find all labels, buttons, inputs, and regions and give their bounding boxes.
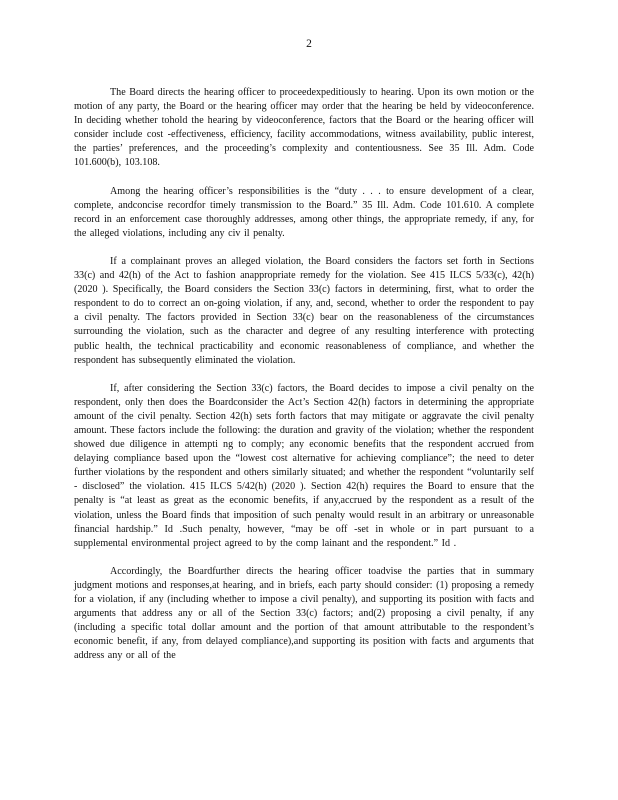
paragraph-hearing-officer-advice: Accordingly, the Boardfurther directs the hearing officer toadvise the parties that in summary judgment motions and responses,at hearing, and in briefs, each party should consider: (1) proposing a remedy for a violation, if any (including whether to impose a civil penalty), and supporting its position with facts and arguments that address any or all of the Section 33(c) factors; and(2) proposing a civil penalty, if any (including a specific total dollar amount and the portion of that amount attributable to the respondent’s economic benefit, if any, from delayed compliance),and supporting its position with facts and arguments that address any or all of the: [74, 565, 534, 662]
paragraph-section-33c-factors: If a complainant proves an alleged violation, the Board considers the factors set forth in Sections 33(c) and 42(h) of the Act to fashion anappropriate remedy for the violation. See 415 ILCS 5/33(c), 42(h) (2020 ). Specifically, the Board considers the Section 33(c) factors in determining, first, what to order the respondent to do to correct an on-going violation, if any, and, second, whether to order the respondent to pay a civil penalty. The factors provided in Section 33(c) bear on the reasonableness of the circumstances surrounding the violation, such as the character and degree of any resulting interference with protecting public health, the technical practicability and economic reasonableness of compliance, and whether the respondent has subsequently eliminated the violation.: [74, 255, 534, 366]
paragraph-section-42h-factors: If, after considering the Section 33(c) factors, the Board decides to impose a civil penalty on the respondent, only then does the Boardconsider the Act’s Section 42(h) factors in determining the appropriate amount of the civil penalty. Section 42(h) sets forth factors that may mitigate or aggravate the civil penalty amount. These factors include the following: the duration and gravity of the violation; whether the respondent showed due diligence in attempti ng to comply; any economic benefits that the respondent accrued from delaying compliance based upon the “lowest cost alternative for achieving compliance”; the need to deter further violations by the respondent and others similarly situated; and whether the respondent “voluntarily self - disclosed” the violation. 415 ILCS 5/42(h) (2020 ). Section 42(h) requires the Board to ensure that the penalty is “at least as great as the economic benefits, if any,accrued by the respondent as a result of the violation, unless the Board finds that imposition of such penalty would result in an arbitrary or unreasonable financial hardship.” Id .Such penalty, however, “may be off -set in whole or in part pursuant to a supplemental environmental project agreed to by the comp lainant and the respondent.” Id .: [74, 382, 534, 549]
body-text: [74, 86, 534, 663]
page-number: 2: [306, 38, 312, 50]
paragraph-videoconference-hearing: The Board directs the hearing officer to proceedexpeditiously to hearing. Upon its own motion or the motion of any party, the Board or the hearing officer may order that the hearing be held by videoconference. In deciding whether tohold the hearing by videoconference, factors that the Board or the hearing officer will consider include cost -effectiveness, efficiency, facility accommodations, witness availability, public interest, the parties’ preferences, and the proceeding’s complexity and contentiousness. See 35 Ill. Adm. Code 101.600(b), 103.108.: [74, 87, 534, 169]
paragraph-hearing-officer-duty: Among the hearing officer’s responsibilities is the “duty . . . to ensure development of a clear, complete, andconcise recordfor timely transmission to the Board.” 35 Ill. Adm. Code 101.610. A complete record in an enforcement case thoroughly addresses, among other things, the appropriate remedy, if any, for the alleged violations, including any civ il penalty.: [74, 185, 534, 239]
